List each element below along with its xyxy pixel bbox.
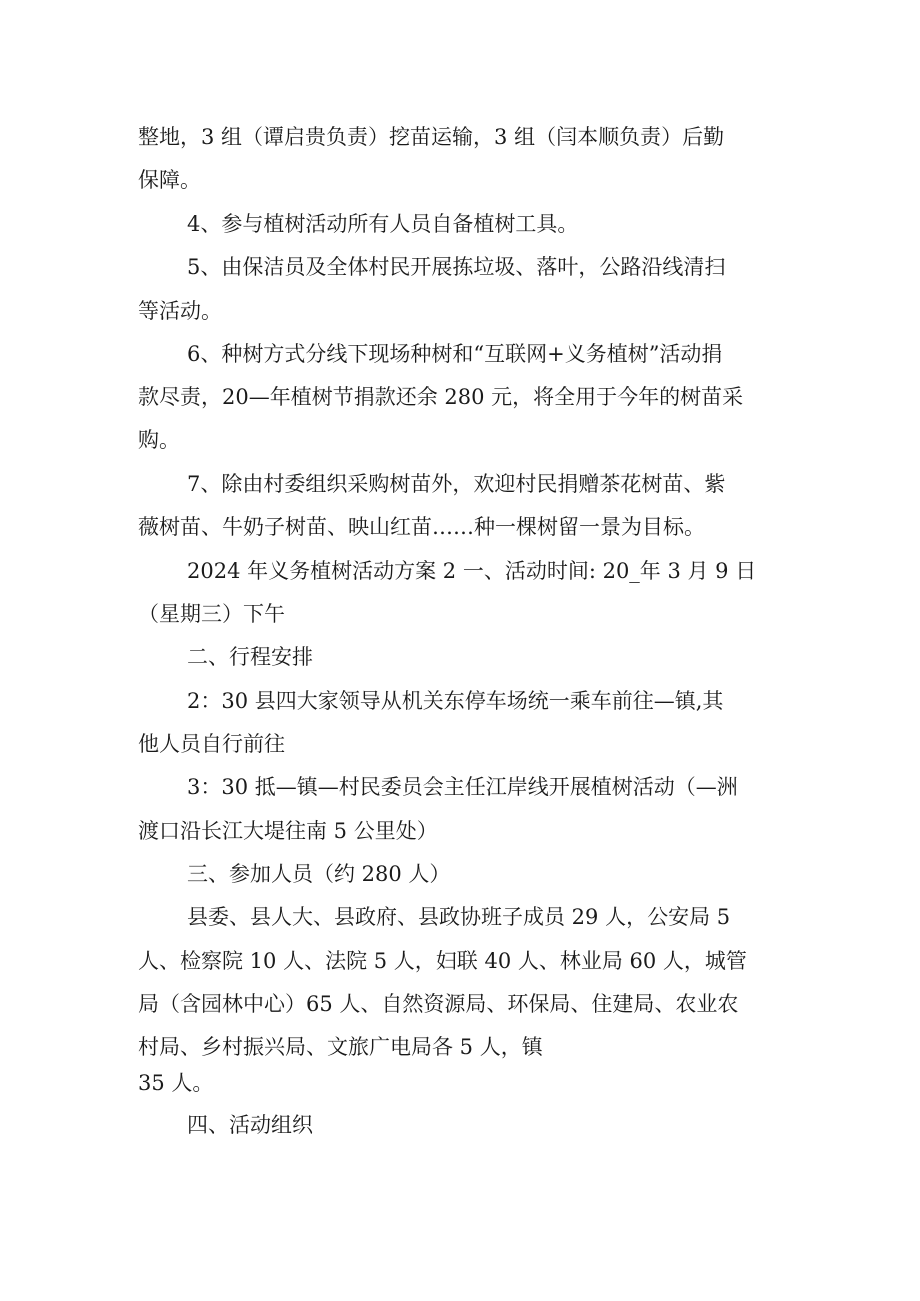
text-line: 薇树苗、牛奶子树苗、映山红苗……种一棵树留一景为目标。: [138, 515, 705, 539]
text-line: 7、除由村委组织采购树苗外，欢迎村民捐赠茶花树苗、紫: [187, 472, 726, 496]
text-line: 5、由保洁员及全体村民开展拣垃圾、落叶，公路沿线清扫: [187, 255, 726, 279]
text-line: 人、检察院 10 人、法院 5 人，妇联 40 人、林业局 60 人，城管: [138, 949, 747, 973]
text-line: 渡口沿长江大堤往南 5 公里处）: [138, 819, 438, 843]
text-line: 保障。: [138, 168, 201, 192]
text-line: 2024 年义务植树活动方案 2 一、活动时间: 20_年 3 月 9 日: [187, 559, 757, 583]
text-line: 局（含园林中心）65 人、自然资源局、环保局、住建局、农业农: [138, 992, 739, 1016]
text-line: （星期三）下午: [138, 602, 285, 626]
text-line: 他人员自行前往: [138, 732, 285, 756]
text-line: 款尽责，20—年植树节捐款还余 280 元，将全用于今年的树苗采: [138, 385, 744, 409]
section-heading: 三、参加人员（约 280 人）: [187, 862, 451, 886]
text-line: 购。: [138, 428, 180, 452]
section-heading: 二、行程安排: [187, 645, 313, 669]
text-line: 6、种树方式分线下现场种树和“互联网+义务植树”活动捐: [187, 342, 723, 366]
text-line: 3：30 抵—镇—村民委员会主任江岸线开展植树活动（—洲: [187, 775, 738, 799]
text-line: 县委、县人大、县政府、县政协班子成员 29 人，公安局 5: [187, 905, 731, 929]
text-line: 35 人。: [138, 1071, 214, 1095]
text-line: 等活动。: [138, 299, 222, 323]
text-line: 村局、乡村振兴局、文旅广电局各 5 人，镇: [138, 1035, 543, 1059]
text-line: 整地，3 组（谭启贵负责）挖苗运输，3 组（闫本顺负责）后勤: [138, 125, 725, 149]
text-line: 4、参与植树活动所有人员自备植树工具。: [187, 212, 579, 236]
text-line: 2：30 县四大家领导从机关东停车场统一乘车前往—镇,其: [187, 689, 724, 713]
section-heading: 四、活动组织: [187, 1113, 313, 1137]
